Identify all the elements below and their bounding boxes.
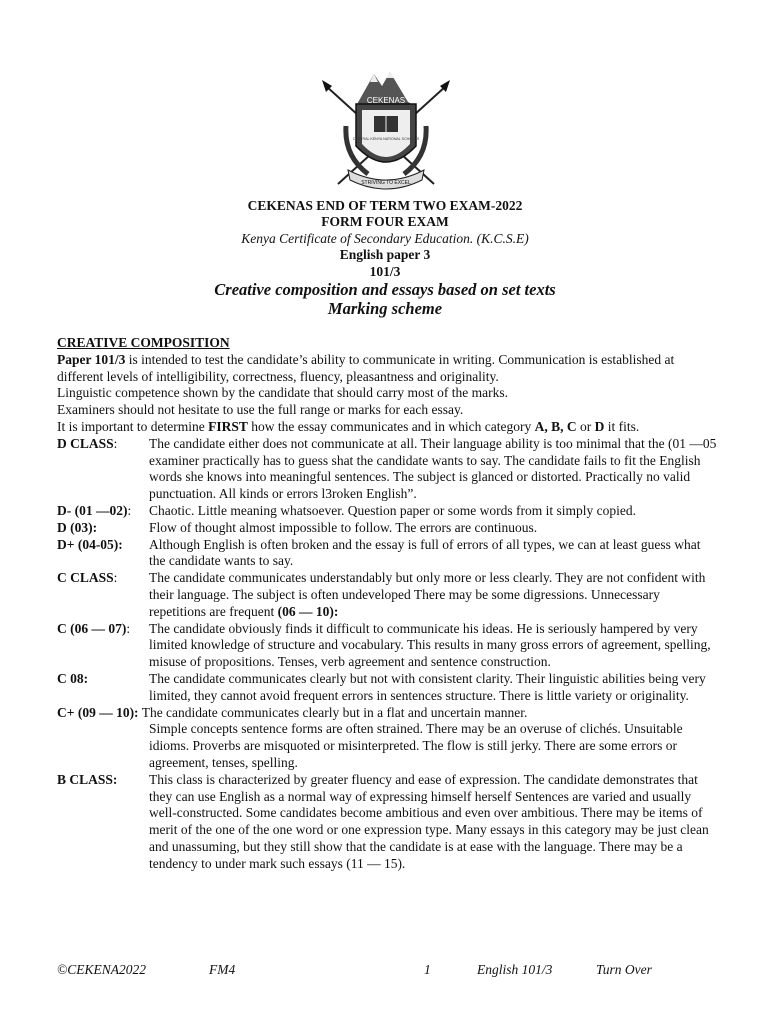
- intro-rest: is intended to test the candidate’s ability to communicate in writing. Communication is established at different levels of intelligibility, correctness, fluency, pleasantness and originality.: [57, 351, 675, 384]
- intro-bold: Paper 101/3: [57, 351, 126, 367]
- crest-top-text: CEKENAS: [366, 96, 406, 105]
- exam-title-line2: FORM FOUR EXAM: [321, 214, 449, 230]
- text-fragment: it fits.: [604, 418, 640, 434]
- footer-turn-over: Turn Over: [596, 962, 652, 977]
- exam-main-title: Creative composition and essays based on set texts: [214, 280, 556, 300]
- grade-term-label: C+ (09 — 10):: [57, 704, 139, 720]
- grade-term: [57, 436, 149, 503]
- grade-term: [57, 537, 149, 571]
- grade-row-d-minus: [57, 503, 717, 520]
- intro-line2: Linguistic competence shown by the candidate that should carry most of the marks.: [57, 385, 509, 401]
- grade-description: The candidate either does not communicate at all. Their language ability is too minimal that the (01 —05 examiner practically has to guess shat the candidate wants to say. The candidate fails to fit the English words she knows into meaningful sentences. The subject is glanced or distorted. Practically no valid punctuation. All kinds or errors l3roken English”.: [149, 435, 717, 502]
- section-title: CREATIVE COMPOSITION: [57, 335, 230, 350]
- grade-term-label: C 08:: [57, 670, 89, 686]
- exam-title-line1: CEKENAS END OF TERM TWO EXAM-2022: [247, 198, 523, 213]
- grade-term: [57, 520, 149, 537]
- grade-term-label: B CLASS:: [57, 771, 118, 787]
- grade-description: The candidate obviously finds it difficult to communicate his ideas. He is seriously hampered by very limited knowledge of structure and vocabulary. This results in many gross errors of agreement, spelling, misuse of propositions. Tenses, verb agreement and sentence construction.: [149, 620, 711, 670]
- crest-center-text: CENTRAL KENYA NATIONAL SCHOOLS: [352, 137, 420, 141]
- intro-line4: [57, 419, 717, 436]
- school-crest-logo: [316, 66, 456, 196]
- exam-header: [0, 198, 770, 318]
- grade-row-b-class: [57, 772, 717, 873]
- text-fragment-bold: FIRST: [208, 418, 248, 434]
- grade-term-label: C (06 — 07): [57, 620, 127, 636]
- grade-term-label: C CLASS: [57, 570, 114, 586]
- text-fragment: It is important to determine: [57, 418, 209, 434]
- grade-description-bold: (06 — 10):: [277, 603, 339, 619]
- grade-term-label: D CLASS: [57, 435, 114, 451]
- grade-description-text: The candidate communicates understandably but only more or less clearly. They are not confident with their language. The subject is often undeveloped There may be some digressions. Unnecessary repetitions are frequent: [149, 570, 706, 619]
- intro-line3: Examiners should not hesitate to use the full range or marks for each essay.: [57, 402, 464, 418]
- grade-row-d: [57, 520, 717, 537]
- grade-description-continued: Simple concepts sentence forms are often strained. There may be an overuse of clichés. Unsuitable idioms. Proverbs are misquoted or misinterpreted. The flow is still jerky. There are some errors or agreement, tenses, spelling.: [149, 721, 683, 770]
- grade-term: [57, 621, 149, 671]
- footer-page-number: 1: [424, 962, 431, 977]
- grade-description: [149, 570, 717, 620]
- grade-term-label: D (03):: [57, 519, 98, 535]
- footer-form-code: FM4: [209, 962, 236, 977]
- marking-scheme-body: [57, 335, 717, 873]
- grade-term-colon: :: [113, 435, 118, 451]
- grade-description: This class is characterized by greater fluency and ease of expression. The candidate demonstrates that they can use English as a normal way of expressing himself herself Sentences are varied and usually well-constructed. Some candidates become ambitious and even over ambitious. There may be items of merit of the one of the one word or one expression type. Many essays in this category may be just clean and unassuming, but they still show that the candidate is at ease with the language. There may be a tendency to under mark such essays (11 — 15).: [149, 771, 709, 871]
- grade-row-c-06-07: [57, 621, 717, 671]
- grade-term-colon: :: [113, 570, 118, 586]
- grade-description: Chaotic. Little meaning whatsoever. Question paper or some words from it simply copied.: [149, 502, 637, 518]
- grade-row-c-08: [57, 671, 717, 705]
- exam-title-line4: English paper 3: [339, 247, 431, 263]
- grade-term: [57, 671, 149, 705]
- grade-row-c-class: [57, 570, 717, 620]
- grade-term-colon: :: [127, 502, 132, 518]
- grade-term-label: D- (01 —02): [57, 502, 128, 518]
- text-fragment: how the essay communicates and in which category: [247, 418, 535, 434]
- grade-row-c-plus: [57, 705, 717, 722]
- text-fragment: or: [576, 418, 595, 434]
- footer-subject: English 101/3: [477, 962, 553, 977]
- text-fragment-bold: D: [594, 418, 605, 434]
- grade-term: [57, 570, 149, 620]
- grade-term-colon: :: [126, 620, 131, 636]
- grade-row-d-class: [57, 436, 717, 503]
- text-fragment-bold: A, B, C: [534, 418, 577, 434]
- grade-description: The candidate communicates clearly but not with consistent clarity. Their linguistic abilities being very limited, they cannot avoid frequent errors in sentences structure. There is little variety or originality.: [149, 670, 706, 703]
- exam-title-line3: Kenya Certificate of Secondary Education. (K.C.S.E): [241, 230, 529, 246]
- grade-description: Although English is often broken and the essay is full of errors of all types, we can at least guess what the candidate wants to say.: [149, 536, 701, 569]
- exam-paper-code: 101/3: [369, 263, 401, 279]
- grade-term: [57, 503, 149, 520]
- grade-description: The candidate communicates clearly but in a flat and uncertain manner.: [138, 704, 528, 720]
- exam-subtitle: Marking scheme: [327, 299, 443, 319]
- grade-term-label: D+ (04-05):: [57, 536, 123, 552]
- footer-copyright: ©CEKENA2022: [57, 962, 147, 977]
- intro-paragraph: [57, 352, 717, 386]
- grade-description: Flow of thought almost impossible to follow. The errors are continuous.: [149, 519, 538, 535]
- crest-motto: STRIVING TO EXCEL: [361, 180, 411, 186]
- grade-row-d-plus: [57, 537, 717, 571]
